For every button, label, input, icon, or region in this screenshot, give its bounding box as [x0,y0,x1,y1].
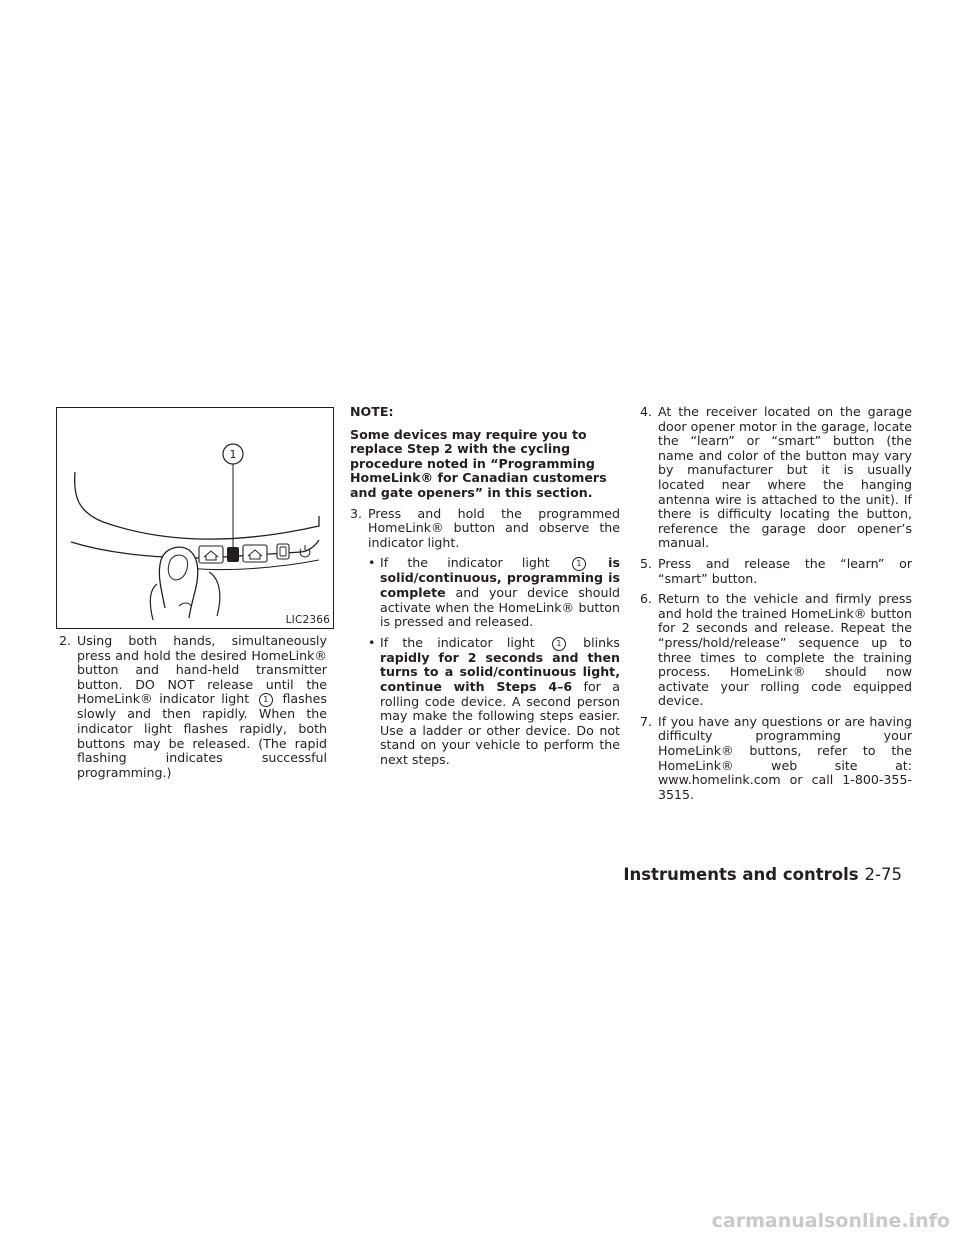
page-footer [623,865,902,884]
step-2 [59,634,327,780]
step-text: If you have any questions or are having difficulty programming your HomeLink® buttons, refer to the HomeLink® web site at: www.homelink.com or call 1-800-355-3515. [658,713,912,802]
indicator-marker-icon: 1 [572,557,586,571]
indicator-marker-icon: 1 [259,693,273,707]
figure-label: LIC2366 [285,614,330,626]
step-number: 5. [640,555,653,571]
indicator-marker-icon: 1 [552,637,566,651]
bullet-text-part: for a rolling code device. A second person may make the following steps easier. Use a ladder or other device. Do not stand on your vehicle to perform the next steps. [380,678,620,767]
bullet-text [380,556,620,629]
step-number: 3. [350,505,363,521]
step-number: 6. [640,591,653,607]
bullet-dot: • [368,555,376,571]
callout-number: 1 [229,448,237,461]
watermark: carmanualsonline.info [711,1210,950,1232]
column-left [59,634,327,786]
column-middle [350,405,620,773]
bullet-text-part: blinks [583,634,620,650]
step-number: 2. [59,633,72,648]
overhead-console-drawing [57,408,333,628]
step-4 [640,405,912,551]
step-5 [640,557,912,586]
step-number: 7. [640,713,653,729]
bullet-text-part: If the indicator light [380,634,535,650]
bullet-bold-text: rapidly for 2 seconds and then turns to a solid/continuous light, continue with Steps 4–6 [380,649,620,694]
column-right [640,405,912,808]
section-title: Instruments and controls [623,865,859,884]
bullet-text-part: If the indicator light [380,555,550,571]
bullet-bold-text: is solid/continuous, programming is complete [380,555,620,600]
homelink-illustration [56,407,334,629]
note-title: NOTE: [350,404,394,419]
bullet-dot: • [368,634,376,650]
bullet-solid-light [368,556,620,629]
step-3 [350,507,620,551]
step-7 [640,715,912,803]
step-text-part: Using both hands, simultaneously press and hold the desired HomeLink® button and hand-held transmitter button. DO NOT release until the HomeLink® indicator light [77,633,327,707]
step-number: 4. [640,404,653,419]
step-text: Press and release the “learn” or “smart” button. [658,555,912,586]
step-6 [640,592,912,709]
step-text [77,634,327,780]
bullet-text-part: and your device should activate when the HomeLink® button is pressed and released. [380,584,620,630]
bullet-blinking-light [368,636,620,768]
step-text: Return to the vehicle and firmly press and hold the trained HomeLink® button for 2 seconds and release. Repeat the “press/hold/release” sequence up to three times to complete the training process. HomeLink® should now activate your rolling code equipped device. [658,591,912,709]
bullet-text [380,636,620,768]
step-text: At the receiver located on the garage door opener motor in the garage, locate the “learn” or “smart” button (the name and color of the button may vary by manufacturer but it is usually located near where the hanging antenna wire is attached to the unit). If there is difficulty locating the button, reference the garage door opener’s manual. [658,404,912,551]
step-text: Press and hold the programmed HomeLink® button and observe the indicator light. [368,505,620,550]
step-text-part: flashes slowly and then rapidly. When the indicator light flashes rapidly, both buttons may be released. (The rapid flashing indicates successful programming.) [77,691,327,780]
note-body: Some devices may require you to replace Step 2 with the cycling procedure noted in “Programming HomeLink® for Canadian customers and gate openers” in this section. [350,426,607,500]
page-number: 2-75 [864,865,902,884]
